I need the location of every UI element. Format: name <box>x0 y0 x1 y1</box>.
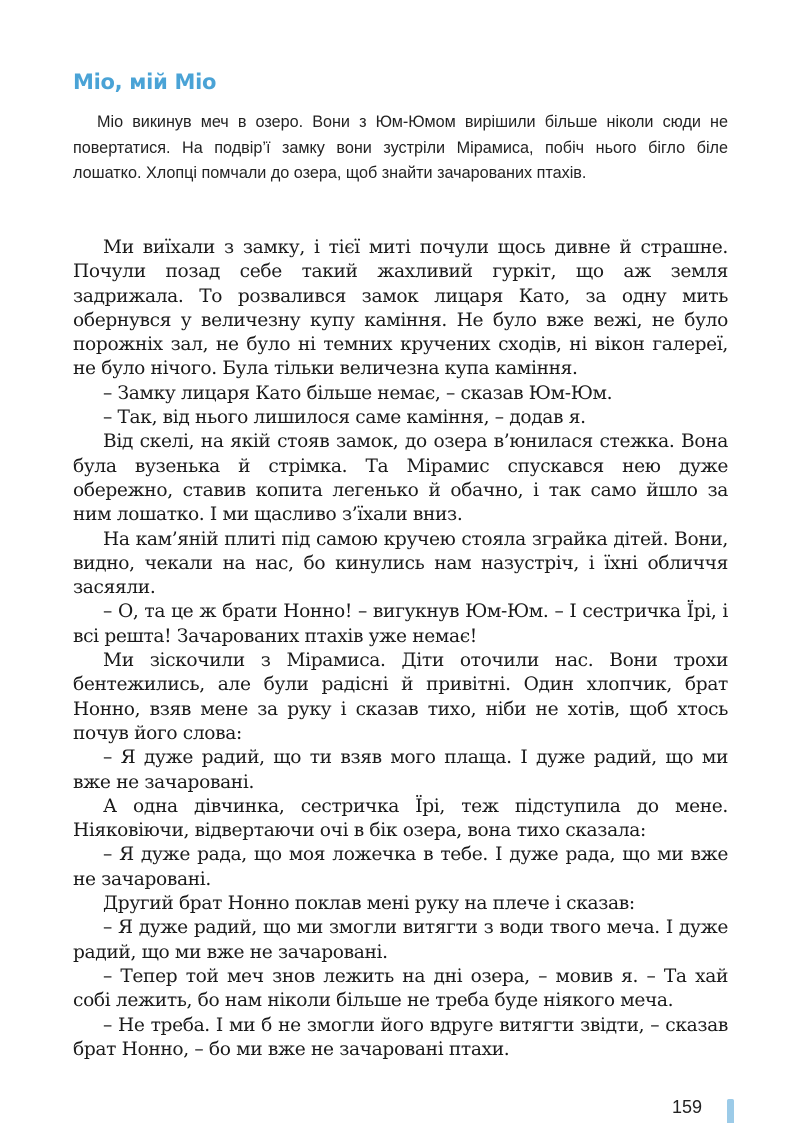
story-paragraph: – Я дуже рада, що моя ложечка в тебе. І дуже рада, що ми вже не зачаровані. <box>73 844 728 890</box>
story-paragraph: А одна дівчинка, сестричка Їрі, теж підступила до мене. Ніяковіючи, відвертаючи очі в бік озера, вона тихо сказала: <box>73 795 728 842</box>
story-paragraph: – Не треба. І ми б не змогли його вдруге витягти звідти, – сказав брат Нонно, – бо ми вже не зачаровані птахи. <box>73 1014 728 1060</box>
story-paragraph: – Так, від нього лишилося саме каміння, – додав я. <box>103 407 586 429</box>
page-marker <box>727 1099 734 1123</box>
page-number: 159 <box>672 1097 703 1117</box>
story-paragraph: Другий брат Нонно поклав мені руку на плече і сказав: <box>103 893 635 915</box>
story-paragraph: – Я дуже радий, що ми змогли витягти з води твого меча. І дуже радий, що ми вже не зачаровані. <box>73 917 728 963</box>
intro-summary <box>73 110 728 187</box>
story-paragraph: На кам’яній плиті під самою кручею стояла зграйка дітей. Вони, видно, чекали на нас, бо кинулись нам назустріч, і їхні обличчя засяяли. <box>73 528 728 599</box>
story-paragraph: – Тепер той меч знов лежить на дні озера, – мовив я. – Та хай собі лежить, бо нам ніколи більше не треба буде ніякого меча. <box>73 965 728 1012</box>
story-paragraph: – Замку лицаря Като більше немає, – сказав Юм-Юм. <box>103 382 613 404</box>
story-paragraph: – Я дуже радий, що ти взяв мого плаща. І дуже радий, що ми вже не зачаровані. <box>73 747 728 793</box>
intro-text: Міо викинув меч в озеро. Вони з Юм-Юмом вирішили більше ніколи сюди не повертатися. На подвір’ї замку вони зустріли Мірамиса, побіч нього бігло біле лошатко. Хлопці помчали до озера, щоб знайти зачарованих птахів. <box>73 113 728 182</box>
story-paragraph: – О, та це ж брати Нонно! – вигукнув Юм-Юм. – І сестричка Їрі, і всі решта! Зачарованих птахів уже немає! <box>73 601 728 647</box>
story-text <box>73 236 728 1062</box>
story-paragraph: Ми виїхали з замку, і тієї миті почули щось дивне й страшне. Почули позад себе такий жахливий гуркіт, що аж земля задрижала. То розвалився замок лицаря Като, за одну мить обернувся у величезну купу каміння. Не було вже вежі, не було порожніх зал, не було ні темних кручених сходів, ні вікон галереї, не було нічого. Була тільки величезна купа каміння. <box>73 237 728 380</box>
chapter-title: Міо, мій Міо <box>73 70 217 94</box>
story-paragraph: Від скелі, на якій стояв замок, до озера в’юнилася стежка. Вона була вузенька й стрімка. Та Мірамис спускався нею дуже обережно, ставив копита легенько й обачно, і так само йшло за ним лошатко. І ми щасливо з’їхали вниз. <box>73 431 728 526</box>
story-paragraph: Ми зіскочили з Мірамиса. Діти оточили нас. Вони трохи бентежились, але були радісні й привітні. Один хлопчик, брат Нонно, взяв мене за руку і сказав тихо, ніби не хотів, щоб хтось почув його слова: <box>73 650 728 744</box>
